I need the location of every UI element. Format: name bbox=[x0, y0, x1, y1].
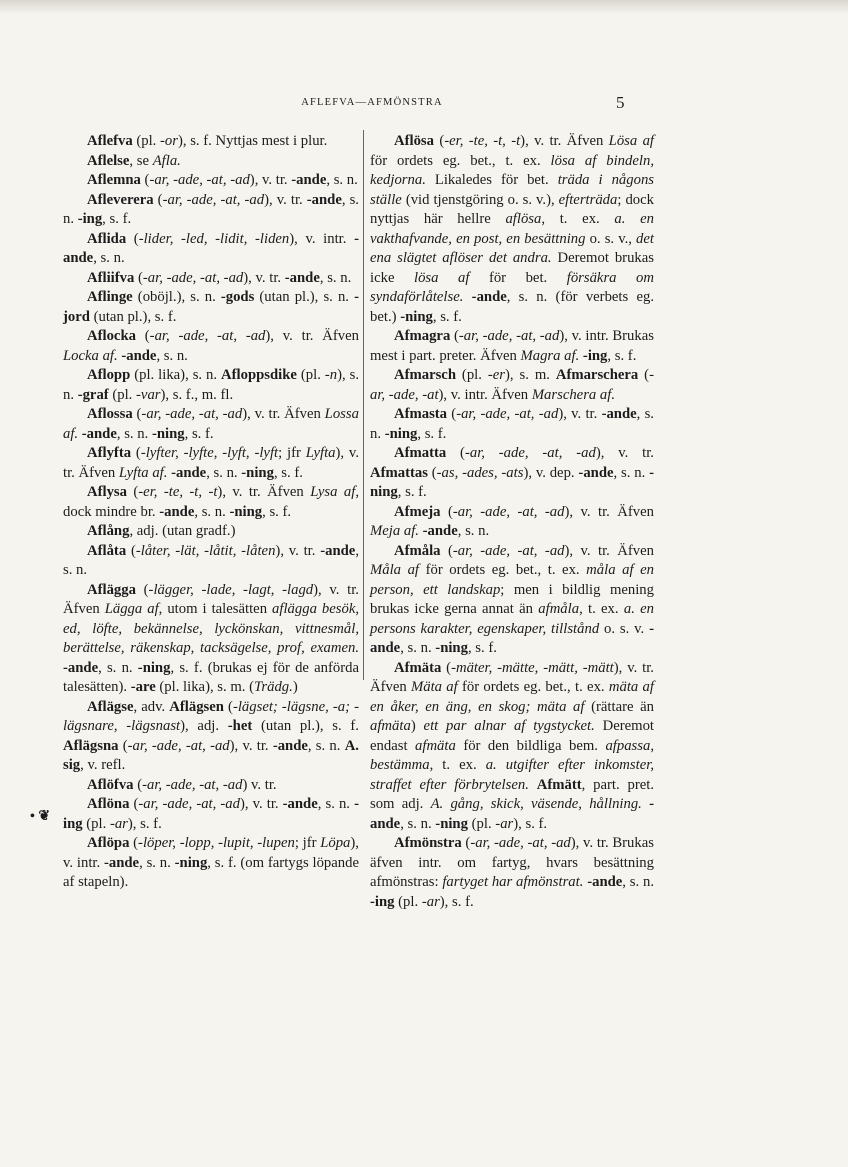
dictionary-entry: Afliifva (-ar, -ade, -at, -ad), v. tr. -ande, s. n. bbox=[87, 269, 352, 286]
page-header-title: AFLEFVA—AFMÖNSTRA bbox=[301, 97, 443, 108]
dictionary-entry: Aflelse, se Afla. bbox=[87, 152, 181, 169]
dictionary-entry: Aflägga (-lägger, -lade, -lagt, -lagd), v. tr. Äfven Lägga af, utom i talesätten aflägga besök, ed, löfte, bekännelse, lyckönskan, vittnesmål, berättelse, räkenskap, tacksägelse, prof, examen. -ande, s. n. -ning, s. f. (brukas ej för de anförda talesätten). -are (pl. lika), s. m. (Trädg.) bbox=[63, 581, 360, 695]
column-divider bbox=[363, 130, 364, 680]
dictionary-entry: Aflossa (-ar, -ade, -at, -ad), v. tr. Äfven Lossa af. -ande, s. n. -ning, s. f. bbox=[63, 406, 359, 442]
dictionary-entry: Aflinge (oböjl.), s. n. -gods (utan pl.), s. n. -jord (utan pl.), s. f. bbox=[63, 289, 359, 325]
dictionary-entry: Aflida (-lider, -led, -lidit, -liden), v. intr. -ande, s. n. bbox=[63, 230, 359, 266]
dictionary-entry: Afmåla (-ar, -ade, -at, -ad), v. tr. Äfven Måla af för ordets eg. bet., t. ex. måla af en person, ett landskap; men i bildlig mening brukas icke gerna annat än afmåla, t. ex. a. en persons karakter, egenskaper, tillstånd o. s. v. -ande, s. n. -ning, s. f. bbox=[370, 542, 655, 656]
dictionary-entry: Afmarsch (pl. -er), s. m. Afmarschera (-ar, -ade, -at), v. intr. Äfven Marschera af. bbox=[370, 367, 654, 403]
dictionary-entry: Afmäta (-mäter, -mätte, -mätt, -mätt), v. tr. Äfven Mäta af för ordets eg. bet., t. ex. mäta af en åker, en äng, en skog; mäta af (rättare än afmäta) ett par alnar af tygstycket. Deremot endast afmäta för den bildliga bem. afpassa, bestämma, t. ex. a. utgifter efter inkomster, straffet efter förbrytelsen. Afmätt, part. pret. som adj. A. gång, skick, väsende, hållning. -ande, s. n. -ning (pl. -ar), s. f. bbox=[370, 659, 655, 832]
dictionary-entry: Aflopp (pl. lika), s. n. Afloppsdike (pl. -n), s. n. -graf (pl. -var), s. f., m. fl. bbox=[63, 367, 359, 403]
dictionary-entry: Afleverera (-ar, -ade, -at, -ad), v. tr. -ande, s. n. -ing, s. f. bbox=[63, 191, 359, 227]
dictionary-entry: Aflöfva (-ar, -ade, -at, -ad) v. tr. bbox=[87, 776, 277, 793]
dictionary-entry: Afmönstra (-ar, -ade, -at, -ad), v. tr. Brukas äfven intr. om fartyg, hvars besättning afmönstras: fartyget har afmönstrat. -ande, s. n. -ing (pl. -ar), s. f. bbox=[370, 835, 654, 910]
dictionary-entry: Aflägse, adv. Aflägsen (-lägset; -lägsne, -a; -lägsnare, -lägsnast), adj. -het (utan pl.), s. f. Aflägsna (-ar, -ade, -at, -ad), v. tr. -ande, s. n. A. sig, v. refl. bbox=[63, 698, 359, 773]
dictionary-entry: Aflysa (-er, -te, -t, -t), v. tr. Äfven Lysa af, dock mindre br. -ande, s. n. -ning, s. f. bbox=[63, 484, 359, 520]
scan-edge bbox=[0, 0, 848, 14]
dictionary-entry: Aflång, adj. (utan gradf.) bbox=[87, 523, 236, 539]
dictionary-entry: Afmeja (-ar, -ade, -at, -ad), v. tr. Äfven Meja af. -ande, s. n. bbox=[370, 503, 654, 539]
margin-mark: • ❦ bbox=[30, 809, 51, 824]
dictionary-entry: Aflyfta (-lyfter, -lyfte, -lyft, -lyft; jfr Lyfta), v. tr. Äfven Lyfta af. -ande, s. n. -ning, s. f. bbox=[63, 445, 359, 481]
dictionary-entry: Aflefva (pl. -or), s. f. Nyttjas mest i plur. bbox=[87, 133, 328, 149]
dictionary-entry: Afmatta (-ar, -ade, -at, -ad), v. tr. Afmattas (-as, -ades, -ats), v. dep. -ande, s. n. -ning, s. f. bbox=[370, 445, 654, 500]
dictionary-entry: Aflåta (-låter, -lät, -låtit, -låten), v. tr. -ande, s. n. bbox=[63, 542, 359, 578]
right-column bbox=[370, 132, 654, 912]
dictionary-entry: Aflemna (-ar, -ade, -at, -ad), v. tr. -ande, s. n. bbox=[87, 172, 358, 188]
dictionary-entry: Aflöpa (-löper, -lopp, -lupit, -lupen; jfr Löpa), v. intr. -ande, s. n. -ning, s. f. (om fartygs löpande af stapeln). bbox=[63, 835, 359, 890]
page-number: 5 bbox=[616, 93, 625, 112]
dictionary-entry: Aflocka (-ar, -ade, -at, -ad), v. tr. Äfven Locka af. -ande, s. n. bbox=[63, 328, 359, 364]
dictionary-entry: Aflöna (-ar, -ade, -at, -ad), v. tr. -ande, s. n. -ing (pl. -ar), s. f. bbox=[63, 796, 359, 832]
dictionary-entry: Afmagra (-ar, -ade, -at, -ad), v. intr. Brukas mest i part. preter. Äfven Magra af. -ing, s. f. bbox=[370, 328, 654, 364]
left-column bbox=[63, 132, 359, 893]
dictionary-entry: Aflösa (-er, -te, -t, -t), v. tr. Äfven Lösa af för ordets eg. bet., t. ex. lösa af bindeln, kedjorna. Likaledes för bet. träda i någons ställe (vid tjenstgöring o. s. v.), efterträda; dock nyttjas här hellre aflösa, t. ex. a. en vakthafvande, en post, en besättning o. s. v., det ena slägtet aflöser det andra. Deremot brukas icke lösa af för bet. försäkra om syndaförlåtelse. -ande, s. n. (för verbets eg. bet.) -ning, s. f. bbox=[370, 133, 655, 325]
dictionary-entry: Afmasta (-ar, -ade, -at, -ad), v. tr. -ande, s. n. -ning, s. f. bbox=[370, 406, 654, 442]
